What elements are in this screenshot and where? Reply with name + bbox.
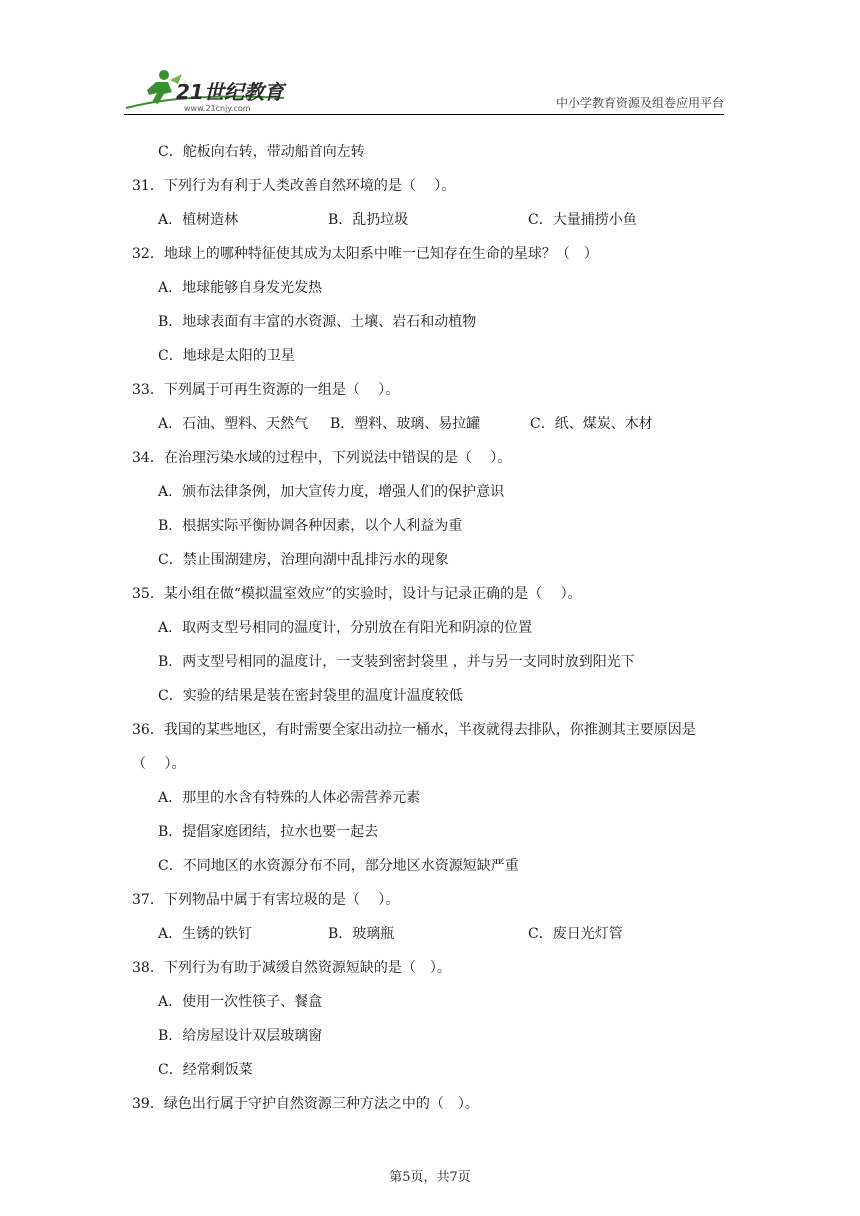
option-a: A．那里的水含有特殊的人体必需营养元素 <box>158 790 421 806</box>
options-37 <box>132 922 732 956</box>
logo <box>124 68 294 114</box>
platform-name: 中小学教育资源及组卷应用平台 <box>555 96 724 110</box>
options-33 <box>132 412 732 446</box>
option-b: B．两支型号相同的温度计，一支装到密封袋里 ，并与另一支同时放到阳光下 <box>158 654 635 670</box>
question-39: 39．绿色出行属于守护自然资源三种方法之中的（ ）。 <box>132 1096 479 1112</box>
option-a: A．取两支型号相同的温度计，分别放在有阳光和阴凉的位置 <box>158 620 533 636</box>
option-b: B．乱扔垃圾 <box>328 212 409 228</box>
question-34: 34．在治理污染水域的过程中，下列说法中错误的是（ ）。 <box>132 450 512 466</box>
option-a: A．地球能够自身发光发热 <box>158 280 323 296</box>
option-b: B．玻璃瓶 <box>328 926 395 942</box>
page-header <box>124 62 724 116</box>
option-c: C．实验的结果是装在密封袋里的温度计温度较低 <box>158 688 463 704</box>
logo-url: www.21cnjy.com <box>184 104 251 113</box>
option-c: C．经常剩饭菜 <box>158 1062 253 1078</box>
page-number: 第5页，共7页 <box>389 1170 471 1185</box>
question-37: 37．下列物品中属于有害垃圾的是（ ）。 <box>132 892 400 908</box>
question-32: 32．地球上的哪种特征使其成为太阳系中唯一已知存在生命的星球？（ ） <box>132 246 598 262</box>
option-a: A．颁布法律条例，加大宣传力度，增强人们的保护意识 <box>158 484 505 500</box>
option-b: B．塑料、玻璃、易拉罐 <box>330 416 481 432</box>
question-36-continued: （ ）。 <box>132 756 186 772</box>
option-b: B．给房屋设计双层玻璃窗 <box>158 1028 323 1044</box>
option-a: A．植树造林 <box>158 212 239 228</box>
option-a: A．使用一次性筷子、餐盒 <box>158 994 323 1010</box>
option-a: A．生锈的铁钉 <box>158 926 253 942</box>
option-c: C．纸、煤炭、木材 <box>530 416 653 432</box>
options-31 <box>132 208 732 242</box>
question-35: 35．某小组在做“模拟温室效应”的实验时，设计与记录正确的是（ ）。 <box>132 586 582 602</box>
option-c: C．废日光灯管 <box>528 926 623 942</box>
option-c: C．不同地区的水资源分布不同，部分地区水资源短缺严重 <box>158 858 519 874</box>
option-b: B．提倡家庭团结，拉水也要一起去 <box>158 824 379 840</box>
question-content <box>132 140 732 1126</box>
question-36: 36．我国的某些地区，有时需要全家出动拉一桶水，半夜就得去排队，你推测其主要原因是 <box>132 722 696 738</box>
question-33: 33．下列属于可再生资源的一组是（ ）。 <box>132 382 400 398</box>
option-c: C．地球是太阳的卫星 <box>158 348 295 364</box>
logo-text: 21世纪教育 <box>176 80 284 104</box>
option-a: A．石油、塑料、天然气 <box>158 416 309 432</box>
option-c: C．舵板向右转，带动船首向左转 <box>158 144 365 160</box>
option-c: C．禁止围湖建房，治理向湖中乱排污水的现象 <box>158 552 449 568</box>
header-divider <box>124 114 724 115</box>
question-38: 38．下列行为有助于减缓自然资源短缺的是（ ）。 <box>132 960 451 976</box>
option-c: C．大量捕捞小鱼 <box>528 212 637 228</box>
question-31: 31．下列行为有利于人类改善自然环境的是（ ）。 <box>132 178 456 194</box>
option-b: B．地球表面有丰富的水资源、土壤、岩石和动植物 <box>158 314 477 330</box>
option-b: B．根据实际平衡协调各种因素，以个人利益为重 <box>158 518 463 534</box>
